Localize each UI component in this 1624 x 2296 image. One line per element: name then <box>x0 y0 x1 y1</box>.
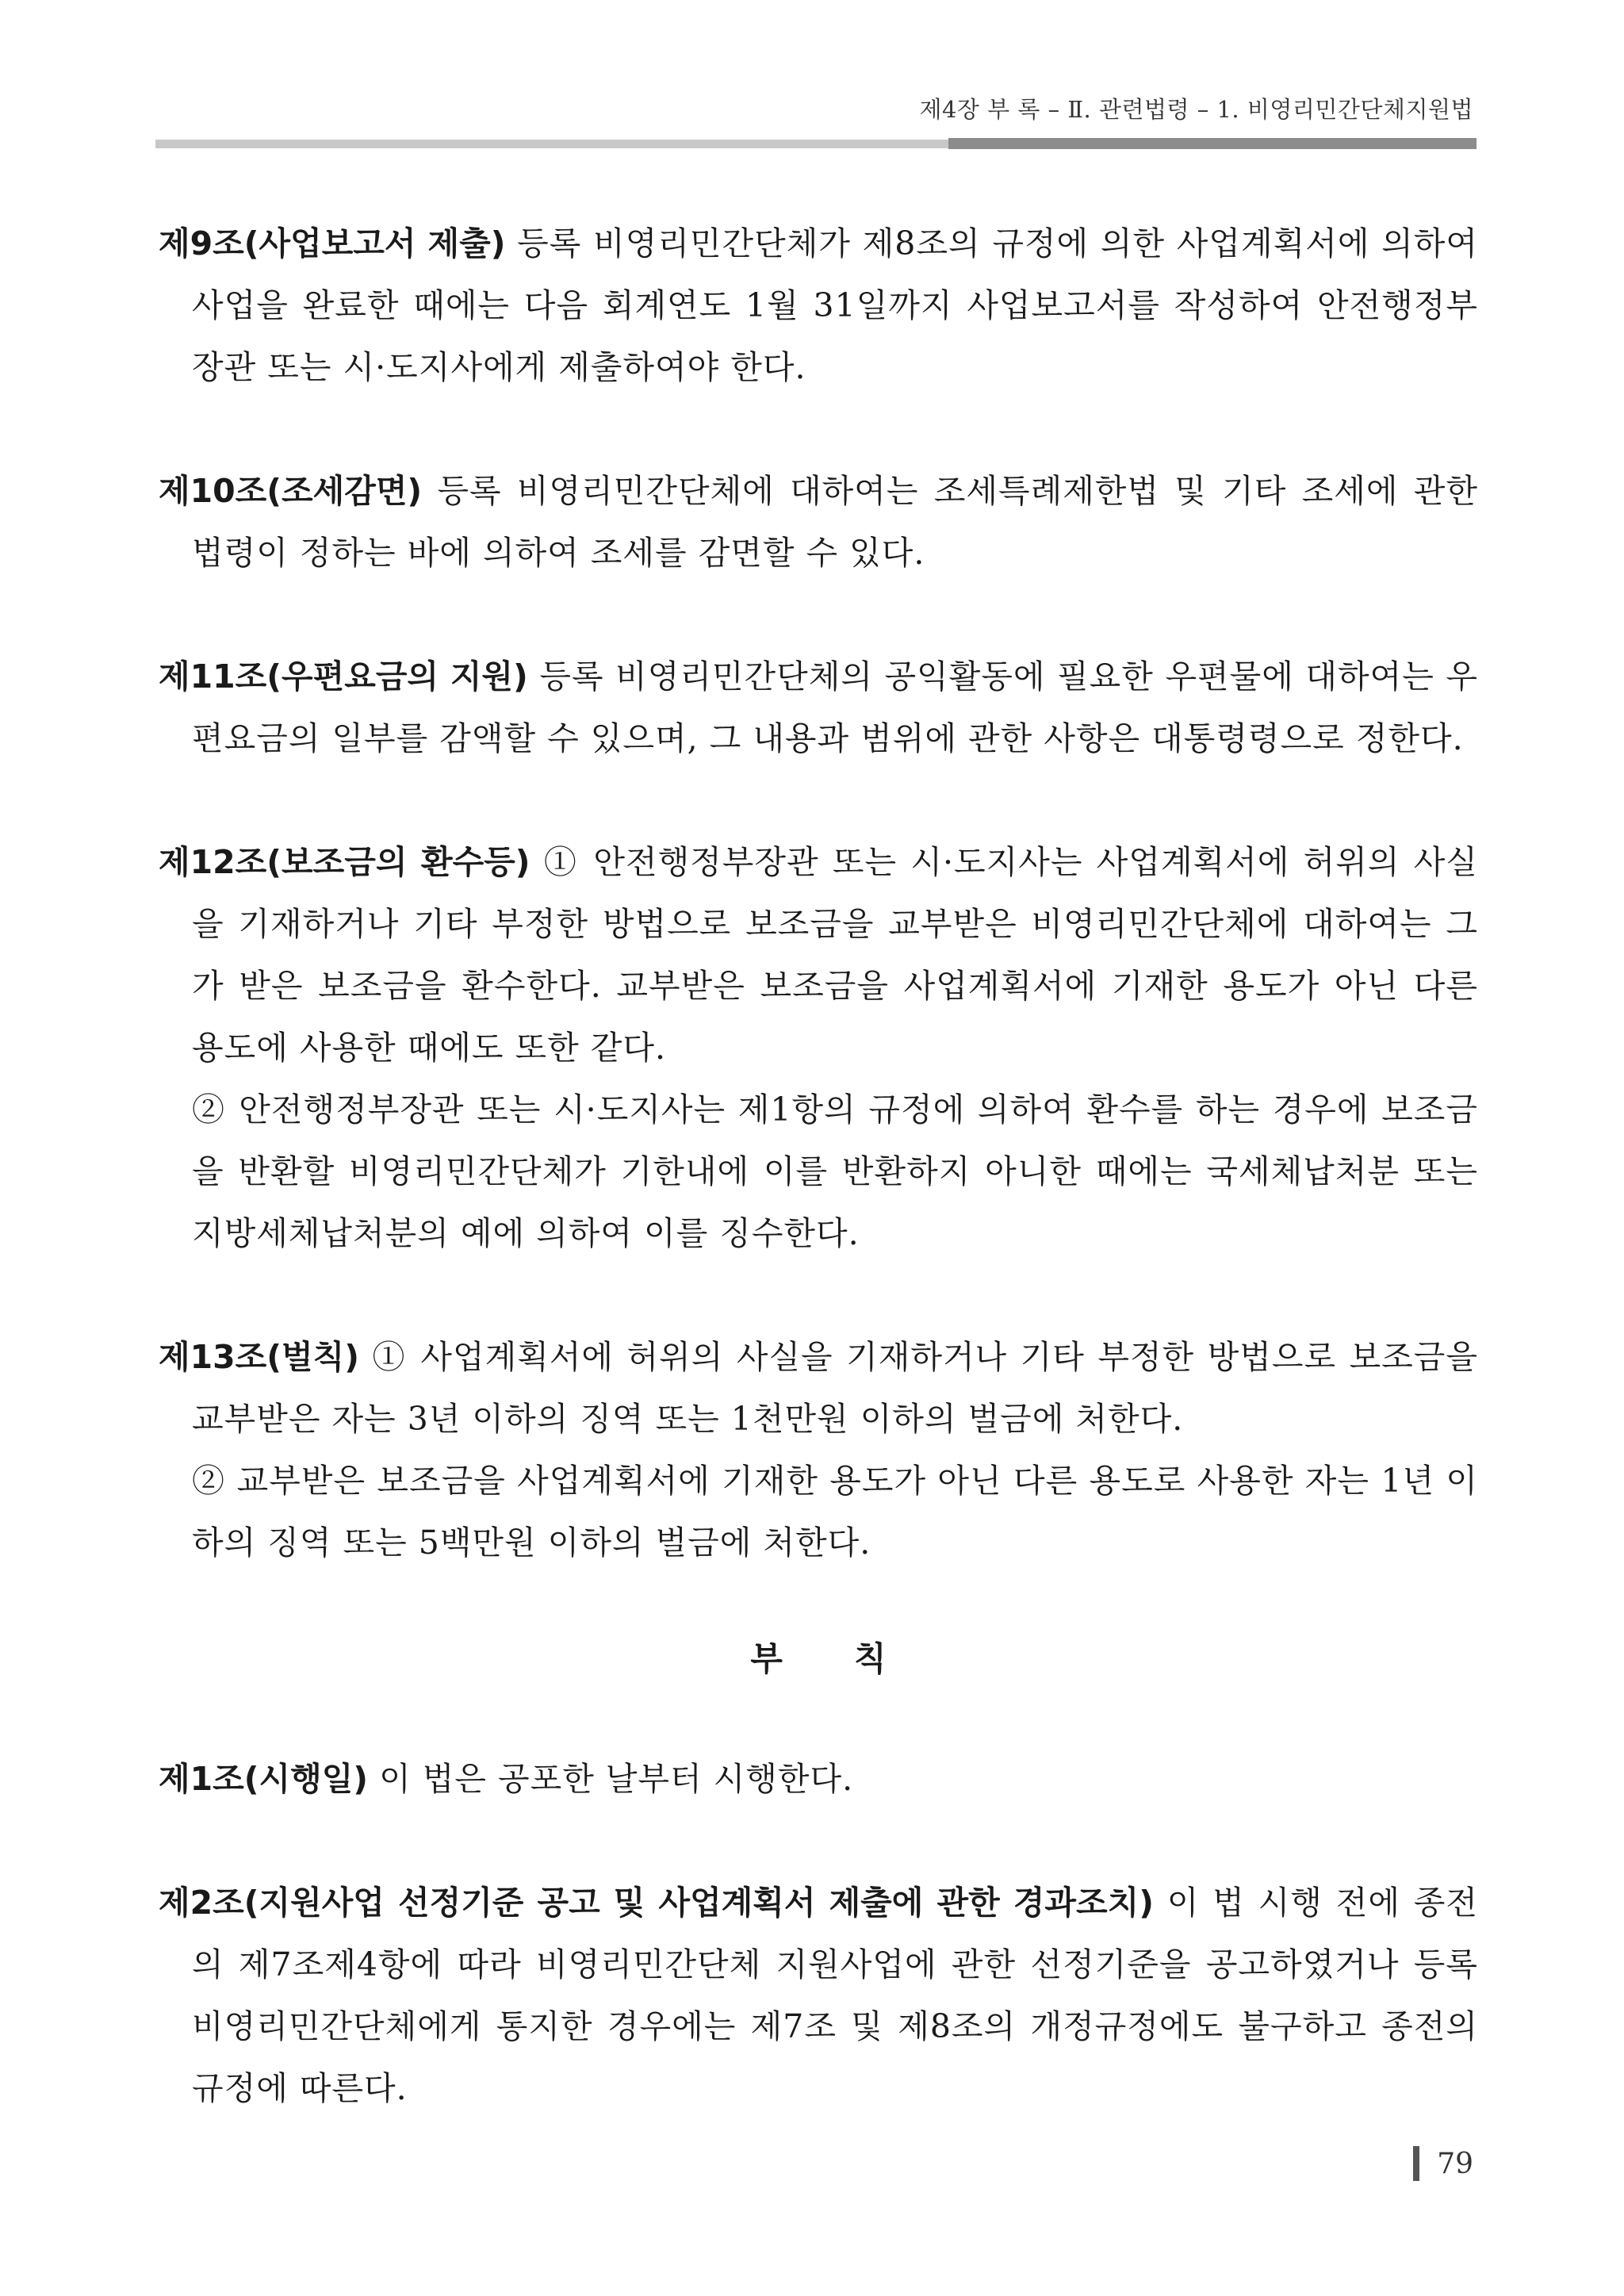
header-rule <box>155 138 1477 149</box>
header-rule-dark <box>948 138 1477 149</box>
article-10 <box>159 460 1478 584</box>
supplementary-article-2 <box>159 1872 1478 2119</box>
article-title: 제11조(우편요금의 지원) <box>159 657 528 696</box>
running-header: 제4장 부 록 – Ⅱ. 관련법령 – 1. 비영리민간단체지원법 <box>919 96 1473 123</box>
article-text: 등록 비영리민간단체에 대하여는 조세특례제한법 및 기타 조세에 관한 법령이 정하는 바에 의하여 조세를 감면할 수 있다. <box>192 472 1478 572</box>
page-number: 79 <box>1437 2147 1473 2180</box>
article-text: ② 교부받은 보조금을 사업계획서에 기재한 용도가 아닌 다른 용도로 사용한 자는 1년 이하의 징역 또는 5백만원 이하의 벌금에 처한다. <box>192 1462 1478 1562</box>
article-11 <box>159 646 1478 769</box>
article-13 <box>159 1326 1478 1573</box>
page-body <box>159 213 1478 2181</box>
supplementary-article-1 <box>159 1748 1478 1810</box>
supplementary-heading: 부칙 <box>750 1639 958 1678</box>
article-text: 등록 비영리민간단체의 공익활동에 필요한 우편물에 대하여는 우편요금의 일부를 감액할 수 있으며, 그 내용과 범위에 관한 사항은 대통령령으로 정한다. <box>192 657 1478 757</box>
article-title: 제12조(보조금의 환수등) <box>159 843 530 881</box>
page-footer <box>1413 2146 1473 2181</box>
article-12 <box>159 831 1478 1264</box>
header-rule-light <box>155 140 948 148</box>
article-title: 제13조(벌칙) <box>159 1338 359 1376</box>
article-text: 등록 비영리민간단체가 제8조의 규정에 의한 사업계획서에 의하여 사업을 완료한 때에는 다음 회계연도 1월 31일까지 사업보고서를 작성하여 안전행정부장관 또는 시·도지사에게 제출하여야 한다. <box>192 224 1478 386</box>
article-text: 이 법은 공포한 날부터 시행한다. <box>379 1760 854 1798</box>
article-title: 제9조(사업보고서 제출) <box>159 224 506 263</box>
article-text: ② 안전행정부장관 또는 시·도지사는 제1항의 규정에 의하여 환수를 하는 경우에 보조금을 반환할 비영리민간단체가 기한내에 이를 반환하지 아니한 때에는 국세체납처분 또는 지방세체납처분의 예에 의하여 이를 징수한다. <box>192 1091 1478 1252</box>
footer-bar <box>1413 2146 1419 2181</box>
article-text: ① 사업계획서에 허위의 사실을 기재하거나 기타 부정한 방법으로 보조금을 교부받은 자는 3년 이하의 징역 또는 1천만원 이하의 벌금에 처한다. <box>192 1338 1478 1438</box>
article-title: 제2조(지원사업 선정기준 공고 및 사업계획서 제출에 관한 경과조치) <box>159 1884 1154 1922</box>
article-title: 제1조(시행일) <box>159 1760 369 1798</box>
article-title: 제10조(조세감면) <box>159 472 423 510</box>
article-text: ① 안전행정부장관 또는 시·도지사는 사업계획서에 허위의 사실을 기재하거나 기타 부정한 방법으로 보조금을 교부받은 비영리민간단체에 대하여는 그가 받은 보조금을 환수한다. 교부받은 보조금을 사업계획서에 기재한 용도가 아닌 다른 용도에 사용한 때에도 또한 같다. <box>192 843 1478 1067</box>
article-9 <box>159 213 1478 398</box>
article-text: 이 법 시행 전에 종전의 제7조제4항에 따라 비영리민간단체 지원사업에 관한 선정기준을 공고하였거나 등록 비영리민간단체에게 통지한 경우에는 제7조 및 제8조의 개정규정에도 불구하고 종전의 규정에 따른다. <box>192 1884 1478 2107</box>
